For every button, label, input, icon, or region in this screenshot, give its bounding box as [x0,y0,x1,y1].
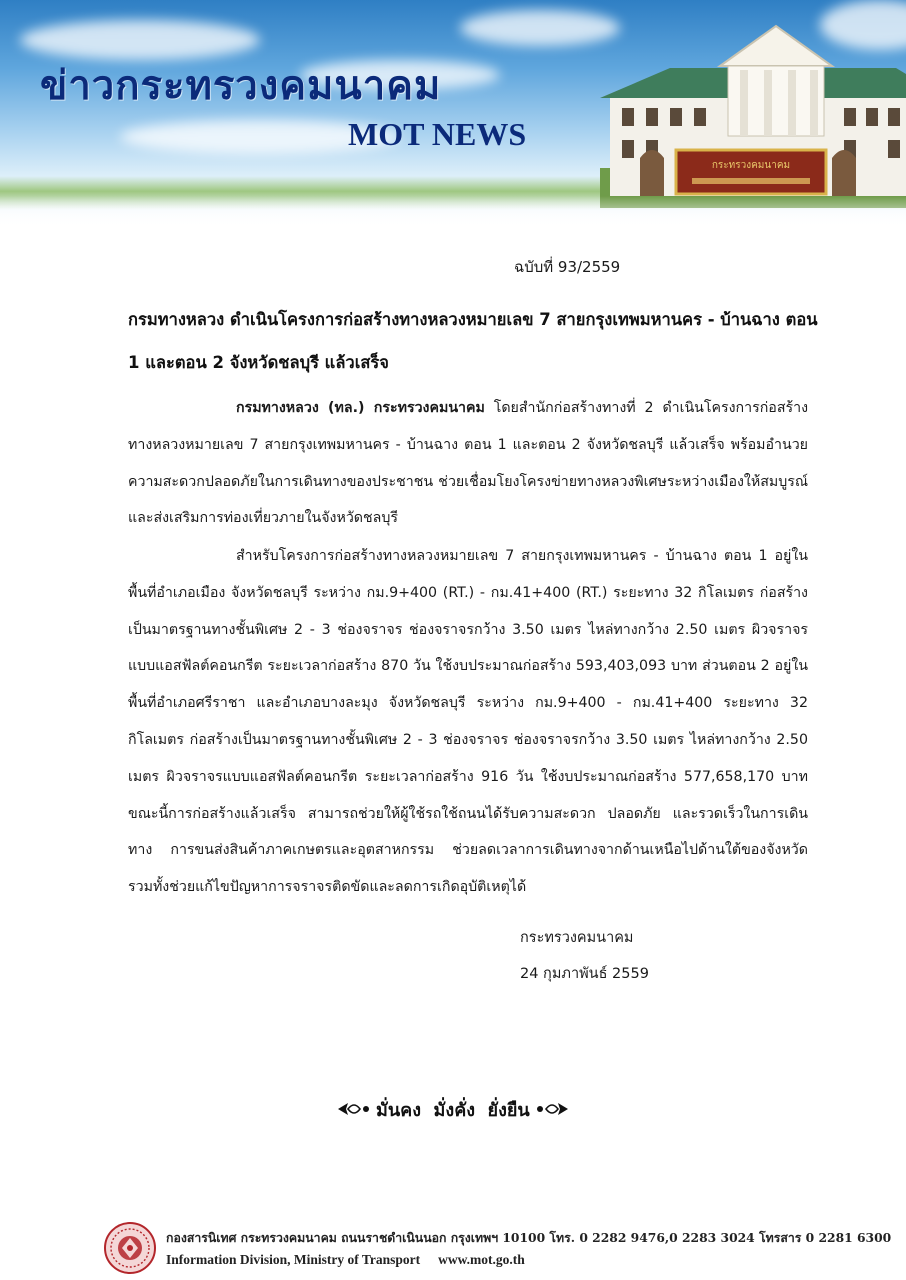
footer-address-thai: กองสารนิเทศ กระทรวงคมนาคม ถนนราชดำเนินนอก กรุงเทพฯ 10100 โทร. 0 2282 9476,0 2283 3024 โทรสาร 0 2281 6300 [166,1230,892,1245]
banner-fade [0,196,906,228]
building-sign-text: กระทรวงคมนาคม [711,160,791,171]
banner-title-english: MOT NEWS [348,116,527,152]
banner-title-thai: ข่าวกระทรวงคมนาคม [40,63,442,109]
motto [336,1089,570,1129]
signoff-ministry: กระทรวงคมนาคม [520,930,634,946]
paragraph-1-text: โดยสำนักก่อสร้างทางที่ 2 ดำเนินโครงการก่อสร้างทางหลวงหมายเลข 7 สายกรุงเทพมหานคร - บ้านฉาง ตอน 1 และตอน 2 จังหวัดชลบุรี แล้วเสร็จ พร้อมอำนวยความสะดวกปลอดภัยในการเดินทางของประชาชน ช่วยเชื่อมโยงโครงข่ายทางหลวงพิเศษระหว่างเมืองให้สมบูรณ์ และส่งเสริมการท่องเที่ยวภายในจังหวัดชลบุรี [128,400,808,527]
ornament-left-icon [336,1099,370,1119]
paragraph-2-text: สำหรับโครงการก่อสร้างทางหลวงหมายเลข 7 สายกรุงเทพมหานคร - บ้านฉาง ตอน 1 อยู่ในพื้นที่อำเภอเมือง จังหวัดชลบุรี ระหว่าง กม.9+400 (RT.) - กม.41+400 (RT.) ระยะทาง 32 กิโลเมตร ก่อสร้างเป็นมาตรฐานทางชั้นพิเศษ 2 - 3 ช่องจราจร ช่องจราจรกว้าง 3.50 เมตร ไหล่ทางกว้าง 2.50 เมตร ผิวจราจรแบบแอสฟัลต์คอนกรีต ระยะเวลาก่อสร้าง 870 วัน ใช้งบประมาณก่อสร้าง 593,403,093 บาท ส่วนตอน 2 อยู่ในพื้นที่อำเภอศรีราชา และอำเภอบางละมุง จังหวัดชลบุรี ระหว่าง กม.9+400 - กม.41+400 ระยะทาง 32 กิโลเมตร ก่อสร้างเป็นมาตรฐานทางชั้นพิเศษ 2 - 3 ช่องจราจร ช่องจราจรกว้าง 3.50 เมตร ไหล่ทางกว้าง 2.50 เมตร ผิวจราจรแบบแอสฟัลต์คอนกรีต ระยะเวลาก่อสร้าง 916 วัน ใช้งบประมาณก่อสร้าง 577,658,170 บาท ขณะนี้การก่อสร้างแล้วเสร็จ สามารถช่วยให้ผู้ใช้รถใช้ถนนได้รับความสะดวก ปลอดภัย และรวดเร็วในการเดินทาง การขนส่งสินค้าภาคเกษตรและอุตสาหกรรม ช่วยลดเวลาการเดินทางจากด้านเหนือไปด้านใต้ของจังหวัด รวมทั้งช่วยแก้ไขปัญหาการจราจรติดขัดและลดการเกิดอุบัติเหตุได้ [128,548,808,896]
ministry-building-image [600,18,906,208]
issue-number: ฉบับที่ 93/2559 [514,258,621,276]
signoff-date: 24 กุมภาพันธ์ 2559 [520,966,649,982]
body-paragraph-2 [128,538,808,906]
news-headline: กรมทางหลวง ดำเนินโครงการก่อสร้างทางหลวงหมายเลข 7 สายกรุงเทพมหานคร - บ้านฉาง ตอน 1 และตอน 2 จังหวัดชลบุรี แล้วเสร็จ [128,310,818,372]
paragraph-lead-agency: กรมทางหลวง (ทล.) กระทรวงคมนาคม [236,400,485,416]
ornament-right-icon [536,1099,570,1119]
ministry-seal-icon [104,1222,156,1274]
footer-english-line [166,1252,525,1268]
footer-website-link[interactable]: www.mot.go.th [438,1252,525,1267]
body-paragraph-1 [128,390,808,537]
cloud-decoration [20,20,260,60]
cloud-decoration [460,10,620,46]
motto-text: มั่นคง มั่งคั่ง ยั่งยืน [376,1099,530,1121]
header-banner [0,0,906,228]
footer-division-english: Information Division, Ministry of Transport [166,1252,421,1267]
signoff-block [520,920,649,992]
